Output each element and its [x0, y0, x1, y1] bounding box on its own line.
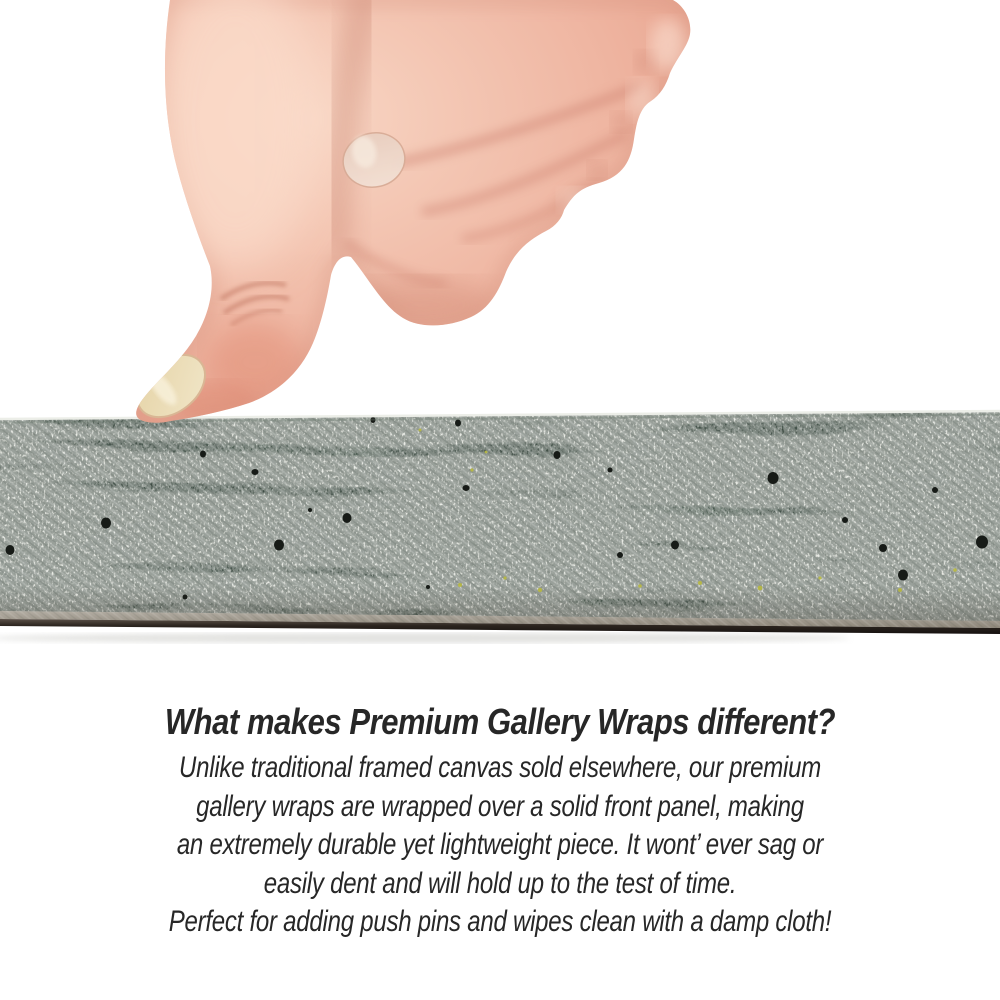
- pinky-highlight: [559, 188, 591, 212]
- strip-drop-shadow: [0, 633, 850, 643]
- body-line-2: gallery wraps are wrapped over a solid front panel, making: [196, 789, 804, 823]
- copy-block: [0, 702, 1000, 942]
- knuckle-dimple-3: [588, 161, 606, 179]
- knuckle-highlight-1: [650, 19, 686, 71]
- body-line-5: Perfect for adding push pins and wipes clean with a damp cloth!: [168, 905, 832, 938]
- curl-under-shadow: [345, 279, 495, 331]
- hand-photo: [0, 0, 1000, 432]
- body-line-3: an extremely durable yet lightweight piece. It wont’ ever sag or: [176, 828, 824, 861]
- knuckle-highlight-2: [628, 80, 656, 120]
- body-line-4: easily dent and will hold up to the test of time.: [263, 866, 737, 900]
- body-line-1: Unlike traditional framed canvas sold elsewhere, our premium: [179, 751, 821, 784]
- canvas-panel-edge-photo: [0, 400, 1000, 650]
- canvas-weave-texture: [0, 400, 1000, 630]
- knuckle-dimple-2: [611, 112, 631, 132]
- headline: What makes Premium Gallery Wraps different?: [164, 701, 836, 742]
